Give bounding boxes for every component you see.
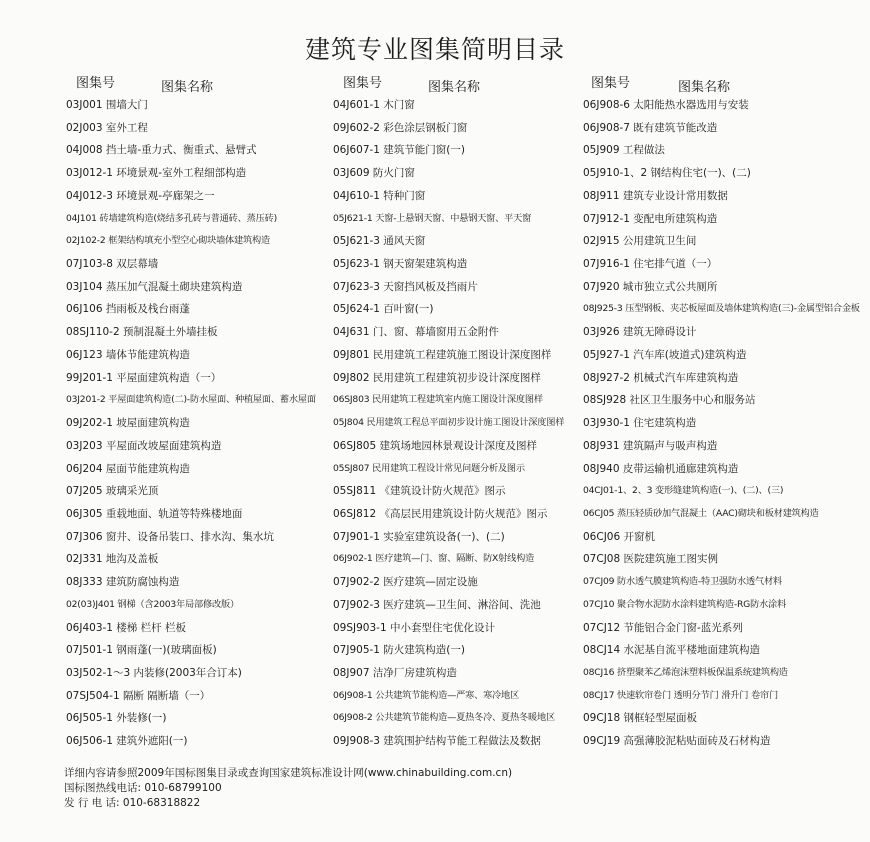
catalog-item: 05SJ807 民用建筑工程设计常见问题分析及图示: [333, 462, 525, 474]
catalog-item: 03J926 建筑无障碍设计: [583, 326, 697, 339]
catalog-item: 03J930-1 住宅建筑构造: [583, 417, 697, 430]
catalog-item: 07J920 城市独立式公共厕所: [583, 280, 718, 293]
page-title: 建筑专业图集简明目录: [304, 35, 565, 64]
catalog-item: 09CJ18 钢框轻型屋面板: [583, 712, 697, 725]
catalog-item: 06J123 墙体节能建筑构造: [66, 348, 190, 361]
footer-phone: 发 行 电 话: 010-68318822: [64, 797, 201, 809]
catalog-item: 06SJ805 建筑场地园林景观设计深度及图样: [333, 439, 538, 452]
catalog-item: 04J101 砖墙建筑构造(烧结多孔砖与普通砖、蒸压砖): [66, 212, 277, 224]
catalog-item: 06J908-1 公共建筑节能构造—严寒、寒冷地区: [333, 689, 520, 701]
catalog-item: 07J103-8 双层幕墙: [66, 258, 159, 271]
catalog-item: 09J602-2 彩色涂层钢板门窗: [333, 121, 468, 134]
header-name: 图集名称: [161, 80, 214, 95]
catalog-item: 08J927-2 机械式汽车库建筑构造: [583, 371, 739, 384]
catalog-item: 07J623-3 天窗挡风板及挡雨片: [333, 280, 478, 293]
header-number: 图集号: [76, 76, 116, 91]
column-header: [333, 72, 583, 94]
catalog-item: 08CJ14 水泥基自流平楼地面建筑构造: [583, 644, 760, 657]
catalog-item: 06J106 挡雨板及栈台雨蓬: [66, 303, 190, 316]
catalog-item: 06J204 屋面节能建筑构造: [66, 462, 190, 475]
catalog-item: 08J907 洁净厂房建筑构造: [333, 666, 457, 679]
catalog-item: 06J607-1 建筑节能门窗(一): [333, 144, 465, 157]
catalog-item: 07J501-1 钢雨蓬(一)(玻璃面板): [66, 644, 217, 657]
catalog-item: 03J001 围墙大门: [66, 99, 148, 111]
catalog-item: 05J621-1 天窗-上悬钢天窗、中悬钢天窗、平天窗: [333, 212, 532, 224]
catalog-item: 05SJ811 《建筑设计防火规范》图示: [333, 485, 506, 498]
footer-hotline: 国标图热线电话: 010-68799100: [64, 782, 222, 794]
catalog-item: 09J802 民用建筑工程建筑初步设计深度图样: [333, 371, 541, 384]
catalog-item: 06J908-2 公共建筑节能构造—夏热冬冷、夏热冬暖地区: [333, 712, 555, 724]
catalog-item: 05J623-1 钢天窗架建筑构造: [333, 258, 468, 271]
catalog-item: 09J908-3 建筑围护结构节能工程做法及数据: [333, 735, 541, 748]
column-header: [583, 72, 868, 94]
catalog-item: 08J333 建筑防腐蚀构造: [66, 576, 180, 589]
header-number: 图集号: [591, 76, 631, 91]
catalog-item: 02J003 室外工程: [66, 121, 148, 134]
catalog-item: 07J902-3 医疗建筑—卫生间、淋浴间、洗池: [333, 598, 541, 611]
catalog-item: 03J104 蒸压加气混凝土砌块建筑构造: [66, 280, 243, 293]
catalog-item: 06J908-6 太阳能热水器选用与安装: [583, 99, 749, 111]
catalog-item: 06SJ812 《高层民用建筑设计防火规范》图示: [333, 507, 548, 520]
catalog-item: 07SJ504-1 隔断 隔断墙（一）: [66, 689, 211, 702]
catalog-item: 04J601-1 木门窗: [333, 99, 415, 111]
catalog-item: 04J012-3 环境景观-亭廊架之一: [66, 189, 215, 202]
catalog-item: 07J306 窗井、设备吊装口、排水沟、集水坑: [66, 530, 274, 543]
catalog-list: [583, 94, 868, 753]
catalog-item: 06J403-1 楼梯 栏杆 栏板: [66, 621, 186, 634]
catalog-column-3: [583, 72, 868, 753]
header-name: 图集名称: [428, 80, 481, 95]
column-header: [66, 72, 336, 94]
catalog-item: 03J201-2 平屋面建筑构造(二)-防水屋面、种植屋面、蓄水屋面: [66, 394, 316, 406]
catalog-item: 08J940 皮带运输机通廊建筑构造: [583, 462, 739, 475]
catalog-item: 02J915 公用建筑卫生间: [583, 235, 697, 248]
footer: [64, 766, 864, 811]
catalog-item: 02J102-2 框架结构填充小型空心砌块墙体建筑构造: [66, 235, 270, 247]
catalog-item: 07CJ08 医院建筑施工图实例: [583, 553, 718, 566]
catalog-item: 07J912-1 变配电所建筑构造: [583, 212, 718, 225]
catalog-item: 06J506-1 建筑外遮阳(一): [66, 735, 188, 748]
catalog-item: 08J911 建筑专业设计常用数据: [583, 189, 728, 202]
catalog-item: 05J909 工程做法: [583, 144, 665, 157]
catalog-item: 03J012-1 环境景观-室外工程细部构造: [66, 167, 247, 180]
catalog-item: 05J927-1 汽车库(坡道式)建筑构造: [583, 348, 747, 361]
header-name: 图集名称: [678, 80, 731, 95]
catalog-item: 08SJ928 社区卫生服务中心和服务站: [583, 394, 756, 407]
catalog-item: 03J203 平屋面改坡屋面建筑构造: [66, 439, 222, 452]
catalog-item: 05J804 民用建筑工程总平面初步设计施工图设计深度图样: [333, 417, 565, 429]
catalog-item: 04J631 门、窗、幕墙窗用五金附件: [333, 326, 499, 339]
catalog-item: 08SJ110-2 预制混凝土外墙挂板: [66, 326, 218, 339]
catalog-column-1: [66, 72, 336, 753]
catalog-item: 04J008 挡土墙-重力式、衡重式、悬臂式: [66, 144, 257, 157]
catalog-item: 08CJ16 挤塑聚苯乙烯泡沫塑料板保温系统建筑构造: [583, 666, 788, 678]
catalog-item: 09J202-1 坡屋面建筑构造: [66, 417, 190, 430]
catalog-item: 03J502-1～3 内装修(2003年合订本): [66, 666, 242, 679]
catalog-item: 06J908-7 既有建筑节能改造: [583, 121, 718, 134]
catalog-list: [66, 94, 336, 753]
catalog-item: 07CJ10 聚合物水泥防水涂料建筑构造-RG防水涂料: [583, 598, 787, 610]
catalog-item: 04J610-1 特种门窗: [333, 189, 426, 202]
catalog-item: 07J205 玻璃采光顶: [66, 485, 159, 498]
catalog-item: 09J801 民用建筑工程建筑施工图设计深度图样: [333, 348, 552, 361]
catalog-item: 08J925-3 压型钢板、夹芯板屋面及墙体建筑构造(三)-金属型铝合金板: [583, 303, 860, 315]
catalog-item: 09SJ903-1 中小套型住宅优化设计: [333, 621, 495, 634]
catalog-item: 02(03)J401 钢梯（含2003年局部修改版）: [66, 598, 239, 610]
catalog-item: 06CJ05 蒸压轻质砂加气混凝土（AAC)砌块和板材建筑构造: [583, 507, 819, 519]
catalog-item: 06J305 重载地面、轨道等特殊楼地面: [66, 507, 243, 520]
catalog-item: 05J910-1、2 钢结构住宅(一)、(二): [583, 167, 751, 180]
catalog-item: 08CJ17 快速软帘卷门 透明分节门 滑升门 卷帘门: [583, 689, 778, 701]
catalog-item: 99J201-1 平屋面建筑构造（一）: [66, 371, 222, 384]
catalog-item: 04CJ01-1、2、3 变形缝建筑构造(一)、(二)、(三): [583, 485, 784, 497]
catalog-item: 07CJ12 节能铝合金门窗-蓝光系列: [583, 621, 743, 634]
catalog-item: 07J902-2 医疗建筑—固定设施: [333, 576, 478, 589]
catalog-list: [333, 94, 583, 753]
footer-note: 详细内容请参照2009年国标图集目录或查询国家建筑标准设计网(www.chinabuilding.com.cn): [64, 767, 513, 779]
catalog-item: 07CJ09 防水透气膜建筑构造-特卫强防水透气材料: [583, 576, 782, 588]
catalog-item: 06J902-1 医疗建筑—门、窗、隔断、防X射线构造: [333, 553, 535, 565]
catalog-item: 02J331 地沟及盖板: [66, 553, 159, 566]
catalog-item: 08J931 建筑隔声与吸声构造: [583, 439, 718, 452]
catalog-item: 05J624-1 百叶窗(一): [333, 303, 434, 316]
catalog-item: 03J609 防火门窗: [333, 167, 415, 180]
catalog-item: 07J916-1 住宅排气道（一）: [583, 258, 718, 271]
catalog-item: 06J505-1 外装修(一): [66, 712, 167, 725]
catalog-column-2: [333, 72, 583, 753]
catalog-item: 07J901-1 实验室建筑设备(一)、(二): [333, 530, 505, 543]
header-number: 图集号: [343, 76, 383, 91]
catalog-item: 07J905-1 防火建筑构造(一): [333, 644, 465, 657]
catalog-item: 09CJ19 高强薄胶泥粘贴面砖及石材构造: [583, 735, 771, 748]
catalog-item: 05J621-3 通风天窗: [333, 235, 426, 248]
catalog-item: 06SJ803 民用建筑工程建筑室内施工图设计深度图样: [333, 394, 543, 406]
catalog-item: 06CJ06 开窗机: [583, 530, 655, 543]
